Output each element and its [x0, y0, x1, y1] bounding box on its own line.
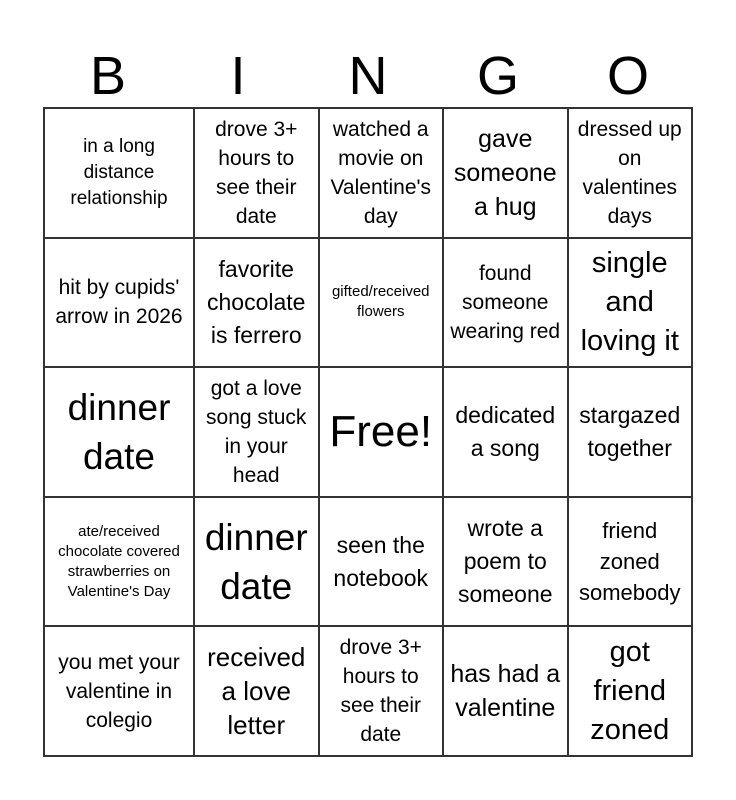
bingo-cell-r5-c1[interactable] [44, 626, 194, 756]
bingo-cell-text: gifted/received flowers [331, 283, 430, 321]
bingo-cell-r4-c5[interactable] [568, 497, 693, 627]
bingo-cell-r3-c1[interactable] [44, 367, 194, 497]
bingo-cell-r2-c1[interactable] [44, 238, 194, 368]
bingo-cell-r4-c1[interactable] [44, 497, 194, 627]
bingo-cell-text: watched a movie on Valentine's day [330, 117, 432, 228]
bingo-cell-text: got friend zoned [590, 635, 670, 746]
bingo-cell-r5-c5[interactable] [568, 626, 693, 756]
bingo-cell-text: in a long distance relationship [70, 135, 168, 209]
bingo-cell-text: got a love song stuck in your head [206, 376, 307, 487]
free-space-text: Free! [329, 406, 433, 456]
bingo-cell-r1-c3[interactable] [319, 108, 444, 238]
bingo-cell-text: you met your valentine in colegio [58, 650, 180, 732]
bingo-cell-text: gave someone a hug [453, 124, 557, 221]
header-letter-i: I [230, 46, 246, 106]
bingo-cell-text: seen the notebook [333, 531, 429, 591]
bingo-cell-r4-c3[interactable] [319, 497, 444, 627]
bingo-cell-r4-c4[interactable] [443, 497, 568, 627]
bingo-cell-r1-c5[interactable] [568, 108, 693, 238]
bingo-cell-text: favorite chocolate is ferrero [207, 255, 306, 348]
bingo-cell-r5-c2[interactable] [194, 626, 319, 756]
bingo-header [43, 46, 693, 106]
free-space[interactable] [319, 367, 444, 497]
bingo-cell-text: dedicated a song [455, 401, 556, 461]
bingo-cell-r3-c4[interactable] [443, 367, 568, 497]
header-letter-g: G [476, 46, 519, 106]
bingo-cell-r5-c4[interactable] [443, 626, 568, 756]
bingo-cell-text: single and loving it [580, 246, 679, 357]
bingo-cell-r1-c1[interactable] [44, 108, 194, 238]
bingo-cell-text: dinner date [204, 516, 308, 607]
bingo-cell-text: friend zoned somebody [578, 518, 681, 606]
bingo-cell-r5-c3[interactable] [319, 626, 444, 756]
bingo-cell-text: stargazed together [579, 401, 681, 461]
bingo-cell-r3-c2[interactable] [194, 367, 319, 497]
bingo-cell-text: ate/received chocolate covered strawberries on Valentine's Day [58, 522, 180, 600]
bingo-cell-r2-c5[interactable] [568, 238, 693, 368]
bingo-cell-text: dinner date [67, 386, 171, 477]
bingo-cell-text: drove 3+ hours to see their date [339, 636, 422, 747]
bingo-cell-r2-c4[interactable] [443, 238, 568, 368]
bingo-cell-r4-c2[interactable] [194, 497, 319, 627]
bingo-cell-text: wrote a poem to someone [457, 515, 553, 608]
bingo-cell-r3-c5[interactable] [568, 367, 693, 497]
bingo-cell-r2-c2[interactable] [194, 238, 319, 368]
bingo-cell-text: found someone wearing red [450, 261, 561, 343]
bingo-cell-text: dressed up on valentines days [577, 117, 682, 228]
bingo-cell-text: has had a valentine [450, 660, 561, 723]
bingo-cell-r1-c4[interactable] [443, 108, 568, 238]
bingo-cell-r1-c2[interactable] [194, 108, 319, 238]
header-letter-b: B [89, 46, 127, 106]
bingo-cell-r2-c3[interactable] [319, 238, 444, 368]
bingo-cell-text: received a love letter [207, 642, 306, 741]
bingo-cell-text: drove 3+ hours to see their date [215, 117, 298, 228]
bingo-board [43, 107, 693, 757]
header-letter-o: O [606, 46, 649, 106]
header-letter-n: N [348, 46, 388, 106]
bingo-cell-text: hit by cupids' arrow in 2026 [55, 276, 183, 329]
